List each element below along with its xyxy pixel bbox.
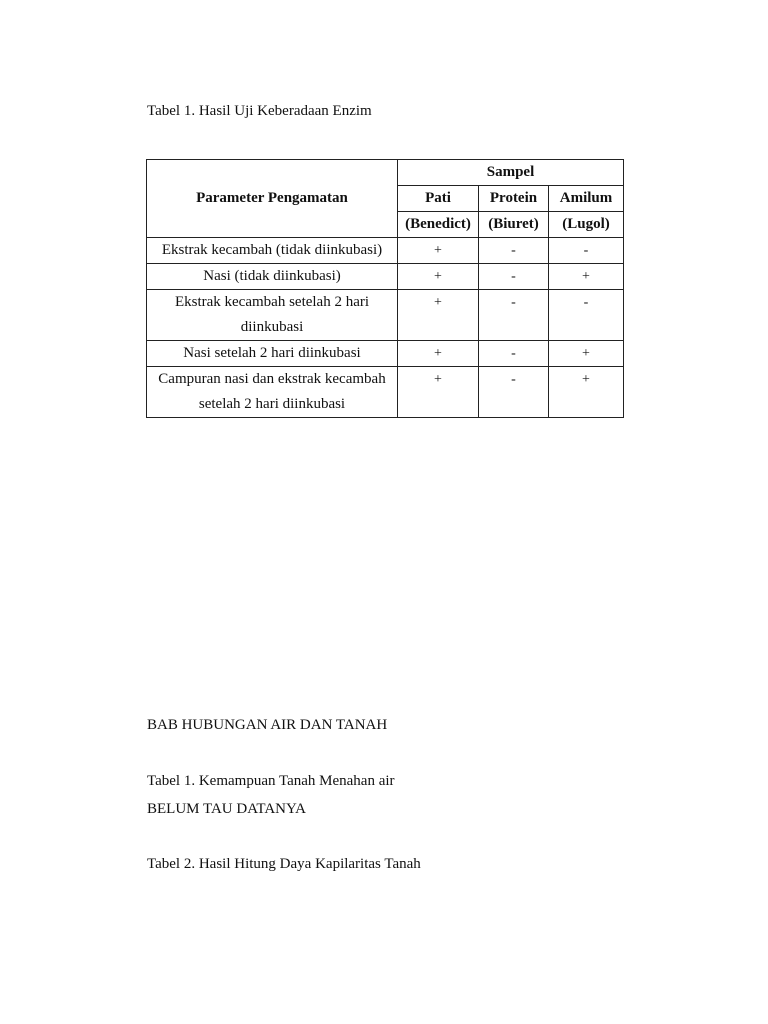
value-amilum: - [549,290,624,341]
value-amilum: + [549,367,624,418]
table-caption-enzim: Tabel 1. Hasil Uji Keberadaan Enzim [147,103,372,119]
value-pati: + [398,367,479,418]
value-amilum: + [549,341,624,367]
table-row [147,367,624,418]
value-protein: - [479,290,549,341]
value-pati: + [398,238,479,264]
column-header-protein: Protein [479,186,549,212]
data-note: BELUM TAU DATANYA [147,801,306,817]
enzyme-results-table [146,159,624,418]
sample-group-header: Sampel [398,160,624,186]
row-param: Ekstrak kecambah setelah 2 hari diinkubasi [147,290,398,341]
value-protein: - [479,264,549,290]
table-caption-capillarity: Tabel 2. Hasil Hitung Daya Kapilaritas Tanah [147,856,421,872]
row-param: Nasi setelah 2 hari diinkubasi [147,341,398,367]
row-param: Ekstrak kecambah (tidak diinkubasi) [147,238,398,264]
value-protein: - [479,367,549,418]
table-caption-soil-water: Tabel 1. Kemampuan Tanah Menahan air [147,773,395,789]
value-amilum: - [549,238,624,264]
column-subheader-benedict: (Benedict) [398,212,479,238]
column-subheader-biuret: (Biuret) [479,212,549,238]
value-pati: + [398,264,479,290]
param-header: Parameter Pengamatan [147,160,398,238]
value-pati: + [398,341,479,367]
table-row [147,238,624,264]
table-row [147,290,624,341]
row-param: Campuran nasi dan ekstrak kecambah setelah 2 hari diinkubasi [147,367,398,418]
table-row [147,264,624,290]
row-param: Nasi (tidak diinkubasi) [147,264,398,290]
column-header-amilum: Amilum [549,186,624,212]
chapter-title: BAB HUBUNGAN AIR DAN TANAH [147,717,388,733]
value-protein: - [479,238,549,264]
value-amilum: + [549,264,624,290]
column-subheader-lugol: (Lugol) [549,212,624,238]
value-pati: + [398,290,479,341]
table-row [147,341,624,367]
value-protein: - [479,341,549,367]
column-header-pati: Pati [398,186,479,212]
